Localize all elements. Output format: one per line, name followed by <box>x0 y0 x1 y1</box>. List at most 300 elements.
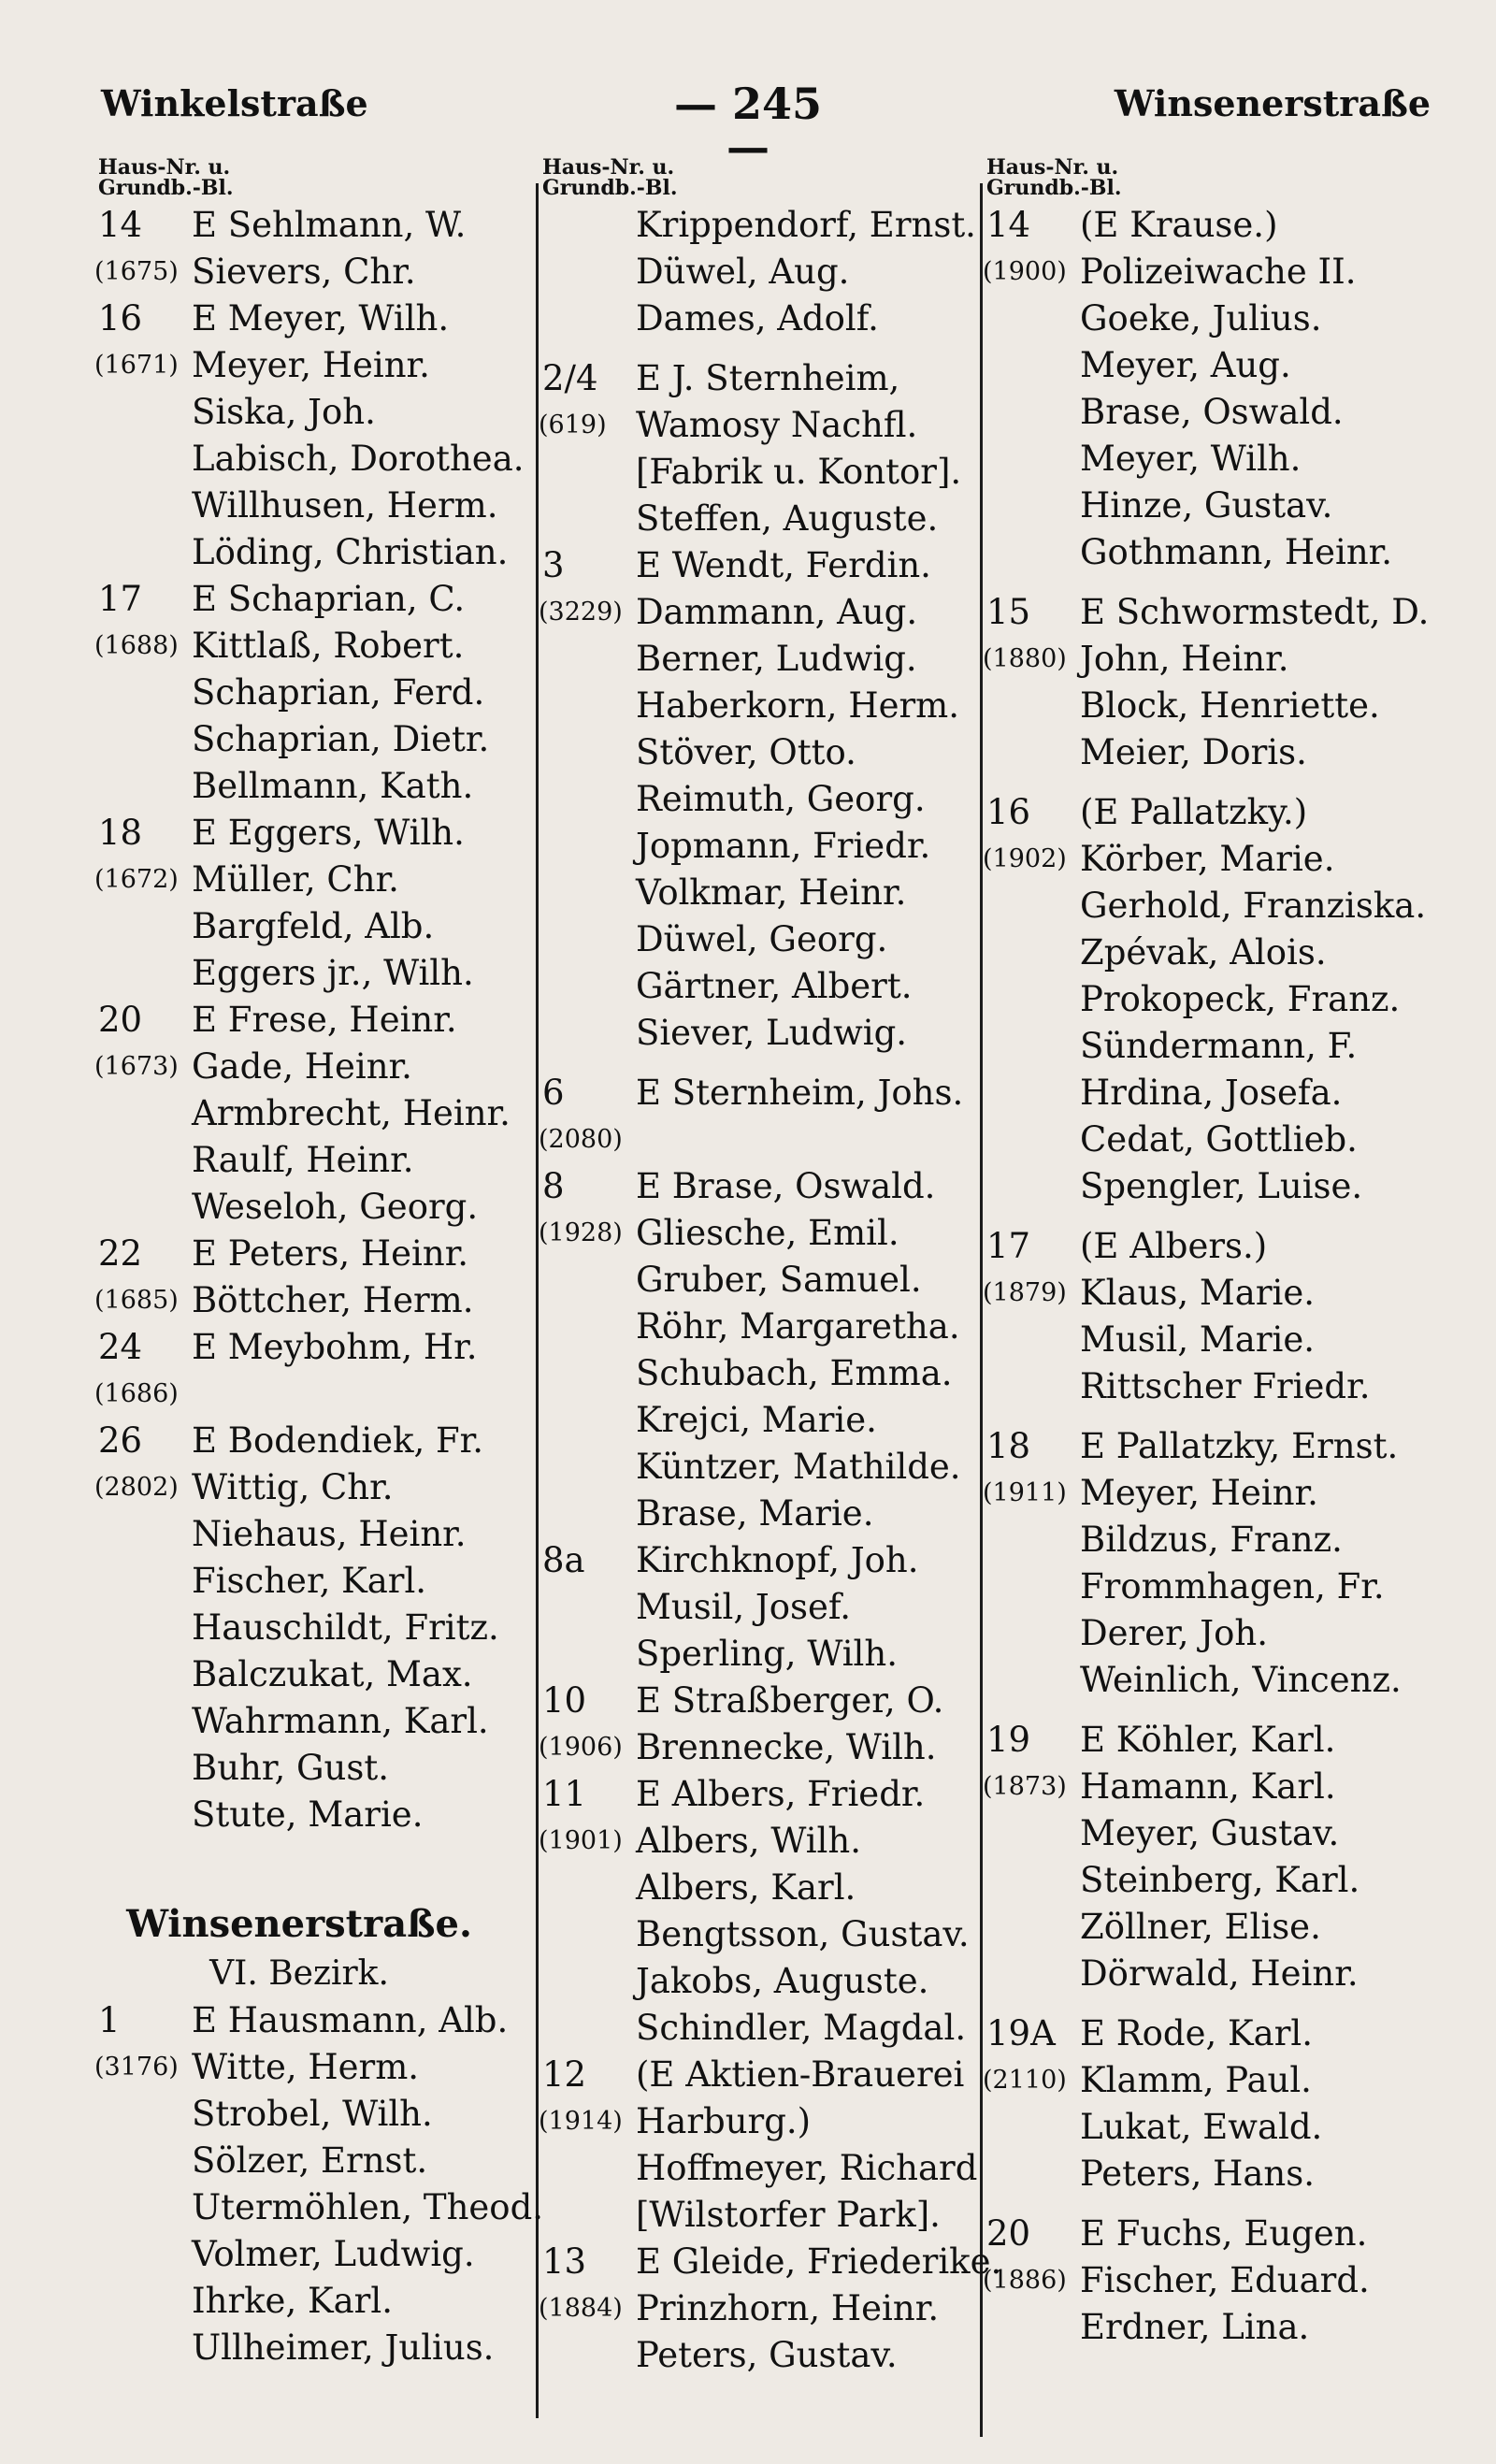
list-item <box>986 389 1445 436</box>
resident-name: Weseloh, Georg. <box>192 1187 479 1227</box>
list-item <box>542 1537 977 1584</box>
list-item <box>986 789 1445 836</box>
resident-name: Kirchknopf, Joh. <box>636 1540 919 1580</box>
list-item <box>986 1951 1445 1997</box>
list-item <box>98 1137 500 1184</box>
resident-name: Utermöhlen, Theod. <box>192 2187 544 2227</box>
list-item <box>542 1911 977 1958</box>
resident-name: Gerhold, Franziska. <box>1080 886 1427 926</box>
list-item <box>542 496 977 542</box>
resident-name: Balczukat, Max. <box>192 1654 473 1694</box>
list-item <box>98 2325 500 2371</box>
list-item <box>98 1231 500 1277</box>
list-item <box>542 1350 977 1397</box>
resident-name: Wamosy Nachfl. <box>636 405 918 445</box>
list-item <box>98 2091 500 2138</box>
house-number: 13 <box>542 2241 587 2282</box>
list-item <box>542 1070 977 1117</box>
resident-name: Volkmar, Heinr. <box>636 872 907 913</box>
list-item <box>986 295 1445 342</box>
list-item <box>986 1163 1445 1210</box>
land-register-number: (1671) <box>94 351 179 380</box>
list-item <box>986 1223 1445 1270</box>
spacer <box>986 1997 1445 2010</box>
list-item <box>94 1277 500 1324</box>
district-heading: VI. Bezirk. <box>209 1954 389 1993</box>
house-number: 15 <box>986 592 1031 632</box>
spacer <box>986 776 1445 789</box>
spacer <box>98 1838 500 1885</box>
list-item <box>986 1117 1445 1163</box>
list-item <box>98 763 500 810</box>
list-item <box>94 342 500 389</box>
list-item <box>986 2104 1445 2151</box>
list-item <box>98 1511 500 1558</box>
column-3 <box>983 155 1445 2351</box>
resident-name: Lukat, Ewald. <box>1080 2107 1323 2147</box>
list-item <box>986 883 1445 929</box>
resident-name: Derer, Joh. <box>1080 1613 1268 1653</box>
house-number: 20 <box>986 2213 1031 2254</box>
list-item <box>539 589 977 636</box>
land-register-number: (1906) <box>539 1733 623 1762</box>
list-item <box>986 1657 1445 1704</box>
list-item <box>94 249 500 295</box>
resident-name: Rittscher Friedr. <box>1080 1366 1371 1406</box>
resident-name: Meyer, Heinr. <box>192 345 430 385</box>
list-item <box>542 2239 1002 2285</box>
spacer <box>986 1410 1445 1423</box>
list-item <box>98 529 509 576</box>
list-item <box>542 1631 977 1678</box>
list-item <box>983 2257 1445 2304</box>
resident-name: Zöllner, Elise. <box>1080 1907 1321 1947</box>
list-item <box>98 2231 500 2278</box>
resident-name: E Frese, Heinr. <box>192 1000 457 1040</box>
resident-name: Albers, Wilh. <box>636 1821 861 1861</box>
resident-name: Schaprian, Ferd. <box>192 672 485 713</box>
resident-name: Steffen, Auguste. <box>636 498 939 539</box>
list-item <box>986 1904 1445 1951</box>
list-item <box>986 529 1445 576</box>
resident-name: Meyer, Aug. <box>1080 345 1291 385</box>
list-item <box>986 436 1445 483</box>
street-heading: Winsenerstraße. <box>126 1902 472 1946</box>
list-item <box>542 449 977 496</box>
resident-name: Meyer, Heinr. <box>1080 1473 1318 1513</box>
house-number: 3 <box>542 545 565 585</box>
resident-name: E Wendt, Ferdin. <box>636 545 931 585</box>
list-item <box>542 1865 977 1911</box>
list-item <box>542 1771 977 1818</box>
resident-name: Berner, Ludwig. <box>636 639 917 679</box>
list-item <box>986 2151 1445 2197</box>
list-item <box>986 1317 1445 1363</box>
column-header-line2: Grundb.-Bl. <box>986 176 1122 200</box>
list-item <box>542 1010 977 1057</box>
resident-name: Block, Henriette. <box>1080 685 1380 726</box>
resident-name: Küntzer, Mathilde. <box>636 1447 961 1487</box>
resident-name: Bellmann, Kath. <box>192 766 474 806</box>
list-item <box>542 2192 977 2239</box>
resident-name: [Wilstorfer Park]. <box>636 2195 941 2235</box>
house-number: 17 <box>98 579 143 619</box>
entry-list <box>94 1997 544 2371</box>
land-register-number: (3229) <box>539 598 623 627</box>
land-register-number: (1672) <box>94 865 179 894</box>
list-item <box>98 1324 500 1371</box>
list-item <box>98 202 500 249</box>
list-item <box>986 1363 1445 1410</box>
house-number: 14 <box>986 205 1031 245</box>
resident-name: E Köhler, Karl. <box>1080 1720 1336 1760</box>
resident-name: Meyer, Wilh. <box>1080 439 1302 479</box>
resident-name: E Albers, Friedr. <box>636 1774 926 1814</box>
resident-name: Brennecke, Wilh. <box>636 1727 937 1767</box>
list-item <box>98 997 500 1044</box>
list-item <box>98 810 500 857</box>
list-item <box>986 1810 1445 1857</box>
list-item <box>98 1090 511 1137</box>
resident-name: Zpévak, Alois. <box>1080 932 1327 973</box>
house-number: 18 <box>98 813 143 853</box>
list-item <box>542 776 977 823</box>
resident-name: Steinberg, Karl. <box>1080 1860 1360 1900</box>
resident-name: Düwel, Georg. <box>636 919 888 959</box>
resident-name: (E Albers.) <box>1080 1226 1268 1266</box>
list-item <box>98 2138 500 2184</box>
list-item <box>542 295 977 342</box>
list-item <box>542 2052 977 2098</box>
resident-name: E Schaprian, C. <box>192 579 466 619</box>
list-item <box>986 929 1445 976</box>
list-item <box>98 389 500 436</box>
list-item <box>986 483 1445 529</box>
resident-name: E Meybohm, Hr. <box>192 1327 478 1367</box>
resident-name: Prokopeck, Franz. <box>1080 979 1401 1019</box>
resident-name: (E Aktien-Brauerei <box>636 2054 965 2095</box>
resident-name: Witte, Herm. <box>192 2047 420 2087</box>
list-item <box>542 542 977 589</box>
land-register-number: (1928) <box>539 1218 623 1247</box>
list-item <box>94 623 500 670</box>
land-register-number: (1911) <box>983 1478 1067 1507</box>
house-number: 14 <box>98 205 143 245</box>
list-item <box>983 1470 1445 1517</box>
list-item <box>986 683 1445 729</box>
resident-name: Armbrecht, Heinr. <box>192 1093 511 1133</box>
list-item <box>94 1464 500 1511</box>
resident-name: (E Krause.) <box>1080 205 1278 245</box>
resident-name: Düwel, Aug. <box>636 252 850 292</box>
resident-name: Prinzhorn, Heinr. <box>636 2288 940 2328</box>
column-header-line1: Haus-Nr. u. <box>98 155 231 180</box>
house-number: 16 <box>98 298 143 339</box>
resident-name: Hrdina, Josefa. <box>1080 1073 1343 1113</box>
list-item <box>98 1651 500 1698</box>
resident-name: Hauschildt, Fritz. <box>192 1607 499 1648</box>
resident-name: E Meyer, Wilh. <box>192 298 450 339</box>
house-number: 16 <box>986 792 1031 832</box>
list-item <box>542 249 977 295</box>
column-header-line2: Grundb.-Bl. <box>98 176 234 200</box>
list-item <box>98 1418 500 1464</box>
land-register-number: (1902) <box>983 844 1067 873</box>
page-number: — 245 — <box>673 79 823 172</box>
resident-name: Albers, Karl. <box>636 1867 856 1908</box>
list-item <box>986 729 1445 776</box>
list-item <box>98 1745 500 1792</box>
resident-name: Stute, Marie. <box>192 1794 424 1835</box>
list-item <box>986 342 1445 389</box>
house-number: 26 <box>98 1420 143 1461</box>
resident-name: Löding, Christian. <box>192 532 509 572</box>
resident-name: Polizeiwache II. <box>1080 252 1357 292</box>
running-head-left: Winkelstraße <box>101 82 368 124</box>
list-item <box>94 857 500 903</box>
list-item <box>986 2304 1445 2351</box>
resident-name: Spengler, Luise. <box>1080 1166 1363 1206</box>
land-register-number: (619) <box>539 411 607 439</box>
list-item <box>542 2332 977 2379</box>
list-item <box>94 1044 500 1090</box>
running-head-right: Winsenerstraße <box>1114 82 1431 124</box>
list-item <box>986 2211 1445 2257</box>
land-register-number: (1886) <box>983 2266 1067 2295</box>
list-item <box>98 903 500 950</box>
resident-name: Volmer, Ludwig. <box>192 2234 475 2274</box>
list-item <box>986 1070 1445 1117</box>
resident-name: Strobel, Wilh. <box>192 2094 433 2134</box>
list-item <box>98 2278 500 2325</box>
list-item <box>983 249 1445 295</box>
list-item <box>983 2057 1445 2104</box>
resident-name: E Rode, Karl. <box>1080 2013 1313 2053</box>
resident-name: Eggers jr., Wilh. <box>192 953 474 993</box>
resident-name: Buhr, Gust. <box>192 1748 389 1788</box>
list-item <box>98 2184 544 2231</box>
house-number: 8 <box>542 1166 565 1206</box>
resident-name: Bengtsson, Gustav. <box>636 1914 970 1954</box>
resident-name: Brase, Oswald. <box>1080 392 1344 432</box>
list-item <box>986 1023 1445 1070</box>
resident-name: Peters, Gustav. <box>636 2335 898 2375</box>
resident-name: Müller, Chr. <box>192 859 399 900</box>
resident-name: Bargfeld, Alb. <box>192 906 435 946</box>
list-item <box>542 1444 977 1491</box>
column-header-line1: Haus-Nr. u. <box>986 155 1119 180</box>
list-item <box>98 483 500 529</box>
land-register-number: (1914) <box>539 2107 623 2136</box>
list-item <box>983 1764 1445 1810</box>
list-item <box>986 202 1445 249</box>
resident-name: Gärtner, Albert. <box>636 966 913 1006</box>
list-item <box>94 2044 500 2091</box>
resident-name: E Brase, Oswald. <box>636 1166 936 1206</box>
resident-name: Sölzer, Ernst. <box>192 2140 428 2181</box>
list-item <box>539 1117 977 1163</box>
house-number: 2/4 <box>542 358 598 398</box>
land-register-number: (1673) <box>94 1052 179 1081</box>
list-item <box>983 1270 1445 1317</box>
list-item <box>539 2285 977 2332</box>
resident-name: (E Pallatzky.) <box>1080 792 1308 832</box>
resident-name: Körber, Marie. <box>1080 839 1335 879</box>
column-header-line1: Haus-Nr. u. <box>542 155 675 180</box>
resident-name: Stöver, Otto. <box>636 732 856 772</box>
resident-name: Cedat, Gottlieb. <box>1080 1119 1358 1160</box>
list-item <box>542 1584 977 1631</box>
list-item <box>98 1792 500 1838</box>
resident-name: Fischer, Eduard. <box>1080 2260 1370 2300</box>
resident-name: Sievers, Chr. <box>192 252 416 292</box>
resident-name: E Straßberger, O. <box>636 1680 944 1721</box>
land-register-number: (1900) <box>983 257 1067 286</box>
resident-name: Schindler, Magdal. <box>636 2008 967 2048</box>
resident-name: Musil, Marie. <box>1080 1319 1316 1360</box>
resident-name: Röhr, Margaretha. <box>636 1306 960 1347</box>
list-item <box>986 1717 1445 1764</box>
resident-name: Frommhagen, Fr. <box>1080 1566 1385 1607</box>
resident-name: Bildzus, Franz. <box>1080 1520 1343 1560</box>
column-1 <box>94 155 544 2371</box>
column-header-line2: Grundb.-Bl. <box>542 176 678 200</box>
resident-name: E J. Sternheim, <box>636 358 900 398</box>
land-register-number: (1873) <box>983 1772 1067 1801</box>
list-item <box>542 1491 977 1537</box>
spacer <box>542 342 977 355</box>
list-item <box>539 1724 977 1771</box>
list-item <box>542 1958 977 2005</box>
resident-name: Siever, Ludwig. <box>636 1013 908 1053</box>
spacer <box>986 2197 1445 2211</box>
resident-name: Peters, Hans. <box>1080 2154 1315 2194</box>
column-header <box>986 157 1445 200</box>
list-item <box>986 1857 1445 1904</box>
resident-name: Gliesche, Emil. <box>636 1213 899 1253</box>
list-item <box>542 1163 977 1210</box>
house-number: 18 <box>986 1426 1031 1466</box>
list-item <box>983 836 1445 883</box>
list-item <box>542 1678 977 1724</box>
land-register-number: (2080) <box>539 1125 623 1154</box>
house-number: 24 <box>98 1327 143 1367</box>
resident-name: Hoffmeyer, Richard <box>636 2148 978 2188</box>
resident-name: Böttcher, Herm. <box>192 1280 474 1320</box>
list-item <box>542 2145 977 2192</box>
resident-name: E Bodendiek, Fr. <box>192 1420 484 1461</box>
resident-name: Kittlaß, Robert. <box>192 626 465 666</box>
resident-name: Jopmann, Friedr. <box>636 826 931 866</box>
resident-name: E Sehlmann, W. <box>192 205 467 245</box>
list-item <box>98 295 500 342</box>
list-item <box>542 683 977 729</box>
house-number: 1 <box>98 2000 121 2040</box>
resident-name: Gruber, Samuel. <box>636 1260 922 1300</box>
entry-list <box>94 202 525 1838</box>
list-item <box>542 963 977 1010</box>
resident-name: Hinze, Gustav. <box>1080 485 1333 526</box>
land-register-number: (2110) <box>983 2066 1067 2095</box>
resident-name: E Schwormstedt, D. <box>1080 592 1430 632</box>
list-item <box>986 589 1445 636</box>
spacer <box>98 1885 500 1898</box>
resident-name: E Fuchs, Eugen. <box>1080 2213 1368 2254</box>
resident-name: E Hausmann, Alb. <box>192 2000 509 2040</box>
resident-name: Jakobs, Auguste. <box>636 1961 929 2001</box>
list-item <box>542 870 977 916</box>
resident-name: Ullheimer, Julius. <box>192 2327 495 2368</box>
list-item <box>542 916 977 963</box>
list-item <box>94 1371 500 1418</box>
land-register-number: (2802) <box>94 1473 179 1502</box>
resident-name: Goeke, Julius. <box>1080 298 1322 339</box>
list-item <box>98 670 500 716</box>
land-register-number: (1879) <box>983 1278 1067 1307</box>
house-number: 12 <box>542 2054 587 2095</box>
list-item <box>539 402 977 449</box>
house-number: 19 <box>986 1720 1031 1760</box>
resident-name: E Peters, Heinr. <box>192 1233 469 1274</box>
land-register-number: (1880) <box>983 644 1067 673</box>
spacer <box>986 576 1445 589</box>
resident-name: Siska, Joh. <box>192 392 376 432</box>
resident-name: Haberkorn, Herm. <box>636 685 960 726</box>
list-item <box>98 1698 500 1745</box>
resident-name: Klaus, Marie. <box>1080 1273 1315 1313</box>
house-number: 17 <box>986 1226 1031 1266</box>
house-number: 6 <box>542 1073 565 1113</box>
resident-name: Labisch, Dorothea. <box>192 439 525 479</box>
list-item <box>986 976 1445 1023</box>
resident-name: Erdner, Lina. <box>1080 2307 1310 2347</box>
resident-name: Raulf, Heinr. <box>192 1140 414 1180</box>
land-register-number: (1901) <box>539 1826 623 1855</box>
column-rule <box>536 183 539 2418</box>
house-number: 10 <box>542 1680 587 1721</box>
resident-name: [Fabrik u. Kontor]. <box>636 452 962 492</box>
resident-name: Willhusen, Herm. <box>192 485 498 526</box>
resident-name: Gade, Heinr. <box>192 1046 412 1087</box>
resident-name: Dörwald, Heinr. <box>1080 1953 1359 1994</box>
land-register-number: (3176) <box>94 2053 179 2082</box>
resident-name: Meyer, Gustav. <box>1080 1813 1340 1853</box>
list-item <box>986 1563 1445 1610</box>
list-item <box>542 355 977 402</box>
column-2 <box>539 155 1002 2379</box>
resident-name: Wahrmann, Karl. <box>192 1701 489 1741</box>
resident-name: E Sternheim, Johs. <box>636 1073 964 1113</box>
list-item <box>98 1997 509 2044</box>
land-register-number: (1685) <box>94 1286 179 1315</box>
list-item <box>542 1397 977 1444</box>
list-item <box>98 1184 500 1231</box>
column-header <box>542 157 977 200</box>
list-item <box>98 950 500 997</box>
list-item <box>98 1558 500 1605</box>
land-register-number: (1686) <box>94 1379 179 1408</box>
entry-list <box>983 202 1445 2351</box>
list-item <box>542 2005 977 2052</box>
resident-name: Harburg.) <box>636 2101 812 2141</box>
list-item <box>986 2010 1445 2057</box>
house-number: 8a <box>542 1540 585 1580</box>
land-register-number: (1675) <box>94 257 179 286</box>
column-header <box>98 157 500 200</box>
resident-name: Fischer, Karl. <box>192 1561 427 1601</box>
resident-name: Reimuth, Georg. <box>636 779 926 819</box>
resident-name: E Eggers, Wilh. <box>192 813 465 853</box>
